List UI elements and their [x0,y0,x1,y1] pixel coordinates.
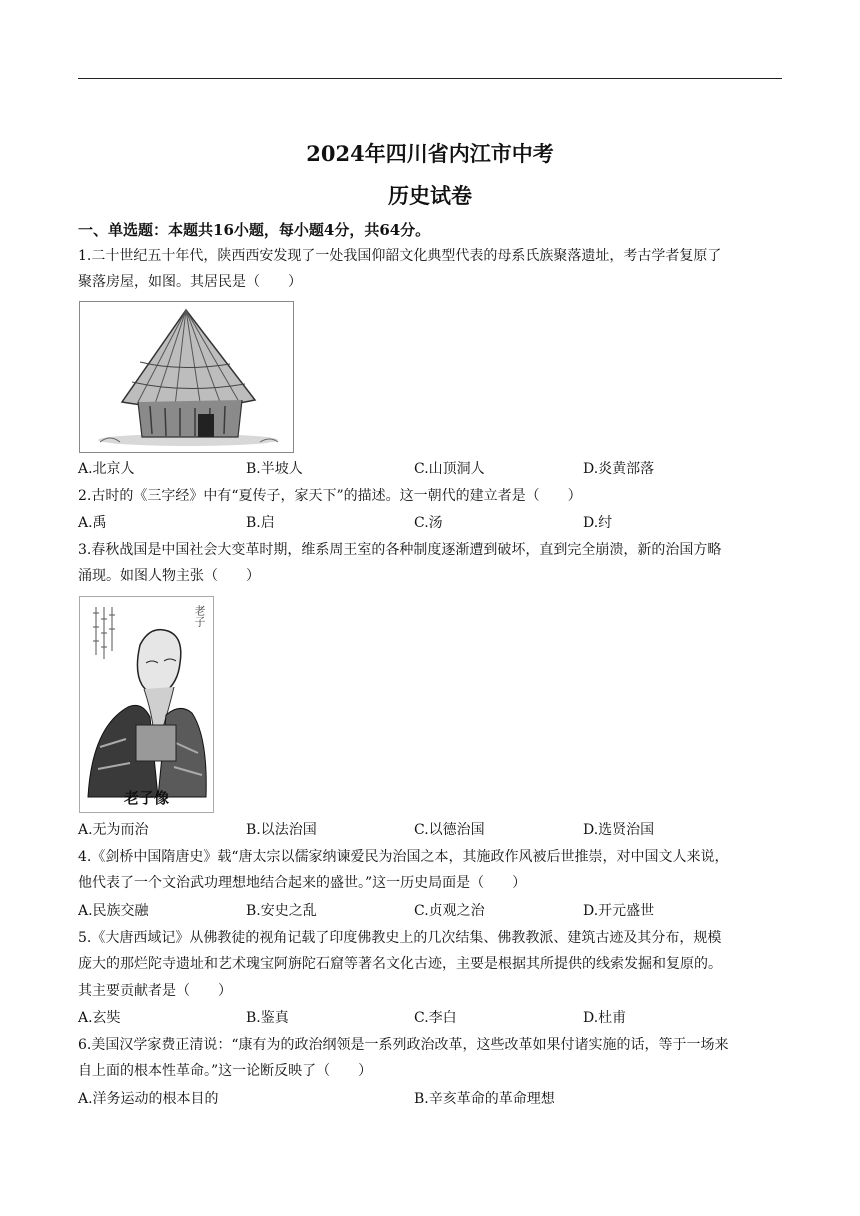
q5-option-c: C.李白 [414,1010,457,1026]
q5-option-d: D.杜甫 [583,1010,627,1026]
q1-option-c: C.山顶洞人 [414,461,485,477]
exam-subtitle: 历史试卷 [388,183,472,208]
q3-option-a: A.无为而治 [78,822,149,838]
q5-option-a: A.玄奘 [78,1010,121,1026]
question-6-line-2: 自上面的根本性革命。”这一论断反映了（ ） [78,1063,373,1079]
q4-option-a: A.民族交融 [78,903,149,919]
q3-option-b: B.以法治国 [246,822,317,838]
question-5-line-3: 其主要贡献者是（ ） [78,983,232,999]
q3-option-c: C.以德治国 [414,822,485,838]
exam-title: 2024年四川省内江市中考 [306,141,554,166]
q1-option-b: B.半坡人 [246,461,303,477]
header-rule [78,78,782,79]
q2-option-a: A.禹 [78,515,107,531]
question-2-line-1: 2.古时的《三字经》中有“夏传子，家天下”的描述。这一朝代的建立者是（ ） [78,488,582,504]
question-6-line-1: 6.美国汉学家费正清说：“康有为的政治纲领是一系列政治改革，这些改革如果付诸实施的话，等于一场来 [78,1037,729,1053]
q6-option-a: A.洋务运动的根本目的 [78,1091,219,1107]
laozi-caption: 老子像 [123,789,169,807]
question-1-line-1: 1.二十世纪五十年代，陕西西安发现了一处我国仰韶文化典型代表的母系氏族聚落遗址，考古学者复原了 [78,248,722,264]
question-3-line-1: 3.春秋战国是中国社会大变革时期，维系周王室的各种制度逐渐遭到破坏，直到完全崩溃，新的治国方略 [78,542,722,558]
thatched-hut-illustration [80,302,293,452]
q4-option-c: C.贞观之治 [414,903,485,919]
question-1-line-2: 聚落房屋，如图。其居民是（ ） [78,274,302,290]
q4-option-d: D.开元盛世 [583,903,655,919]
question-3-line-2: 涌现。如图人物主张（ ） [78,568,260,584]
laozi-portrait-illustration [80,597,213,812]
question-4-line-2: 他代表了一个文治武功理想地结合起来的盛世。”这一历史局面是（ ） [78,875,527,891]
q5-option-b: B.鉴真 [246,1010,289,1026]
q4-option-b: B.安史之乱 [246,903,317,919]
hut-figure [79,301,294,453]
question-5-line-1: 5.《大唐西域记》从佛教徒的视角记载了印度佛教史上的几次结集、佛教教派、建筑古迹及其分布，规模 [78,930,722,946]
question-5-line-2: 庞大的那烂陀寺遗址和艺术瑰宝阿旃陀石窟等著名文化古迹，主要是根据其所提供的线索发掘和复原的。 [78,956,722,972]
q2-option-d: D.纣 [583,515,613,531]
laozi-corner-text: 老子 [193,605,206,627]
q3-option-d: D.选贤治国 [583,822,655,838]
question-4-line-1: 4.《剑桥中国隋唐史》载“唐太宗以儒家纳谏爱民为治国之本，其施政作风被后世推崇，对中国文人来说， [78,849,729,865]
q2-option-b: B.启 [246,515,275,531]
q1-option-d: D.炎黄部落 [583,461,655,477]
q2-option-c: C.汤 [414,515,443,531]
section-heading: 一、单选题：本题共16小题，每小题4分，共64分。 [78,221,431,239]
laozi-figure [79,596,214,813]
q6-option-b: B.辛亥革命的革命理想 [414,1091,555,1107]
q1-option-a: A.北京人 [78,461,135,477]
